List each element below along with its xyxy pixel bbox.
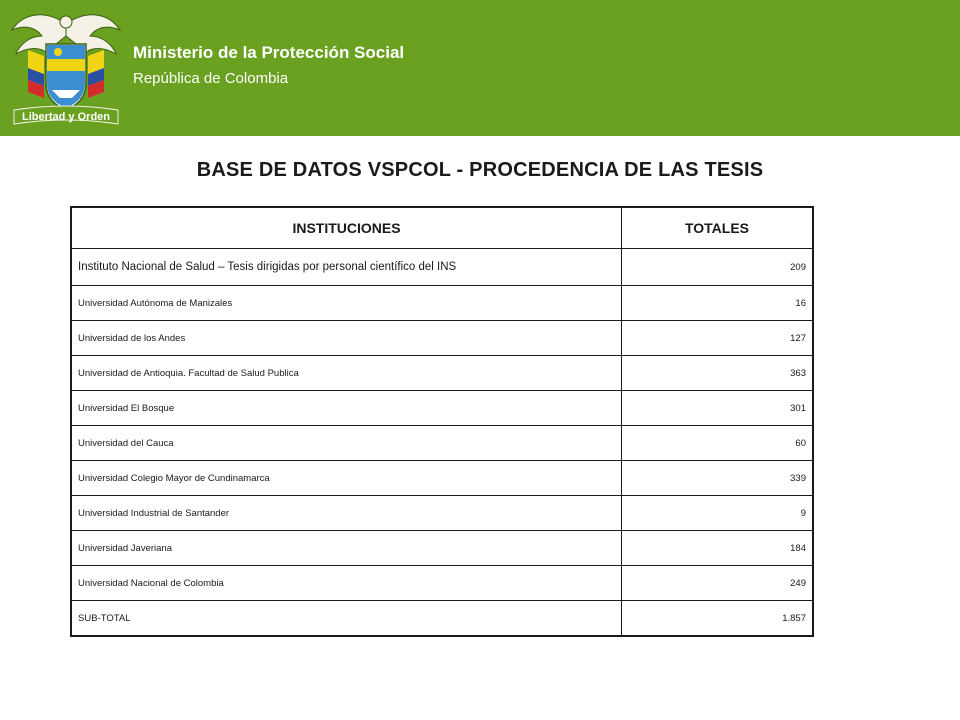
- table-row: [71, 249, 813, 286]
- institution-cell: Universidad Colegio Mayor de Cundinamarca: [71, 461, 622, 496]
- total-cell: 127: [622, 321, 814, 356]
- institution-cell: Universidad del Cauca: [71, 426, 622, 461]
- table-row: [71, 286, 813, 321]
- institution-cell: Universidad de los Andes: [71, 321, 622, 356]
- institution-cell: Universidad El Bosque: [71, 391, 622, 426]
- total-cell: 16: [622, 286, 814, 321]
- table-row: [71, 566, 813, 601]
- table-row: [71, 531, 813, 566]
- institution-cell: Instituto Nacional de Salud – Tesis dirigidas por personal científico del INS: [71, 249, 622, 286]
- table-row: [71, 356, 813, 391]
- institution-cell: Universidad Javeriana: [71, 531, 622, 566]
- institution-cell: Universidad Autónoma de Manizales: [71, 286, 622, 321]
- table-row: [71, 496, 813, 531]
- header-banner: [0, 0, 960, 136]
- table-header-row: [71, 207, 813, 249]
- page-title: BASE DE DATOS VSPCOL - PROCEDENCIA DE LAS TESIS: [196, 159, 764, 181]
- total-cell: 184: [622, 531, 814, 566]
- total-cell: 301: [622, 391, 814, 426]
- coat-of-arms-seal: [6, 6, 126, 130]
- institution-cell: Universidad Nacional de Colombia: [71, 566, 622, 601]
- thesis-origin-table: [70, 206, 814, 637]
- total-cell: 60: [622, 426, 814, 461]
- total-cell: 249: [622, 566, 814, 601]
- total-cell: 339: [622, 461, 814, 496]
- subtotal-value: 1.857: [622, 601, 814, 637]
- seal-motto: Libertad y Orden: [21, 111, 111, 123]
- institution-cell: Universidad Industrial de Santander: [71, 496, 622, 531]
- ministry-subtitle: República de Colombia: [133, 70, 289, 87]
- subtotal-row: [71, 601, 813, 637]
- column-header-totals: TOTALES: [622, 207, 814, 249]
- table-row: [71, 391, 813, 426]
- table-row: [71, 426, 813, 461]
- table-row: [71, 461, 813, 496]
- ministry-title: Ministerio de la Protección Social: [133, 43, 405, 62]
- total-cell: 209: [622, 249, 814, 286]
- total-cell: 9: [622, 496, 814, 531]
- institution-cell: Universidad de Antioquia. Facultad de Salud Publica: [71, 356, 622, 391]
- total-cell: 363: [622, 356, 814, 391]
- subtotal-label: SUB-TOTAL: [71, 601, 622, 637]
- table-row: [71, 321, 813, 356]
- column-header-institutions: INSTITUCIONES: [71, 207, 622, 249]
